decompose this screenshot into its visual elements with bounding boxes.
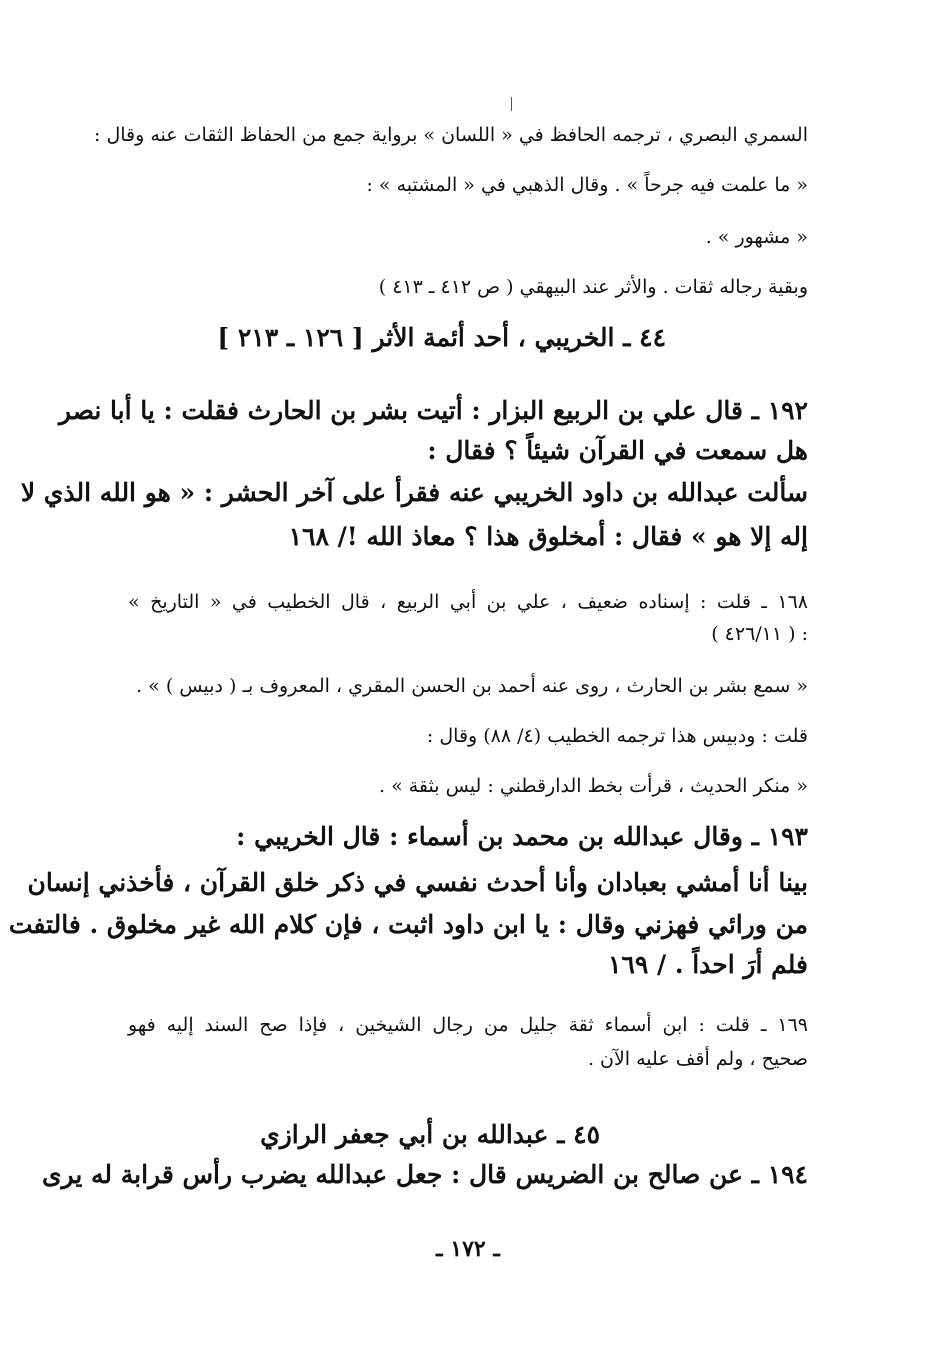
item-192-line-2: هل سمعت في القرآن شيئاً ؟ فقال : xyxy=(427,436,808,465)
note-168-line-5: « منكر الحديث ، قرأت بخط الدارقطني : ليس بثقة » . xyxy=(378,775,808,797)
scan-speck xyxy=(511,97,512,111)
item-193-line-2: بينا أنا أمشي بعبادان وأنا أحدث نفسي في ذكر خلق القرآن ، فأخذني إنسان xyxy=(27,868,808,897)
note-168-line-2: ( ٤٢٦/١١ ) : xyxy=(711,623,808,645)
prev-line-4: وبقية رجاله ثقات . والأثر عند البيهقي ( ص ٤١٢ ـ ٤١٣ ) xyxy=(378,276,808,298)
item-192-line-3: سألت عبدالله بن داود الخريبي عنه فقرأ على آخر الحشر : « هو الله الذي لا xyxy=(20,478,808,507)
prev-line-2: « ما علمت فيه جرحاً » . وقال الذهبي في « المشتبه » : xyxy=(366,174,808,196)
note-168-line-3: « سمع بشر بن الحارث ، روى عنه أحمد بن الحسن المقري ، المعروف بـ ( دبيس ) » . xyxy=(136,675,808,697)
section-heading-45: ٤٥ ـ عبدالله بن أبي جعفر الرازي xyxy=(260,1120,600,1149)
item-193-line-4: فلم أرَ احداً . / ١٦٩ xyxy=(607,950,808,979)
section-heading-44: ٤٤ ـ الخريبي ، أحد أئمة الأثر [ ١٢٦ ـ ٢١٣ ] xyxy=(217,323,666,352)
note-168-line-4: قلت : ودبيس هذا ترجمه الخطيب (٤/ ٨٨) وقال : xyxy=(426,725,808,747)
note-168-line-1: ١٦٨ ـ قلت : إسناده ضعيف ، علي بن أبي الربيع ، قال الخطيب في « التاريخ » xyxy=(128,591,808,613)
item-193-line-1: ١٩٣ ـ وقال عبدالله بن محمد بن أسماء : قال الخريبي : xyxy=(236,822,808,851)
prev-line-3: « مشهور » . xyxy=(705,226,808,248)
page-number: ـ ١٧٢ ـ xyxy=(436,1236,500,1262)
note-169-line-1: ١٦٩ ـ قلت : ابن أسماء ثقة جليل من رجال الشيخين ، فإذا صح السند إليه فهو xyxy=(128,1014,808,1036)
prev-line-1: السمري البصري ، ترجمه الحافظ في « اللسان » برواية جمع من الحفاظ الثقات عنه وقال : xyxy=(94,124,808,146)
item-192-line-1: ١٩٢ ـ قال علي بن الربيع البزار : أتيت بشر بن الحارث فقلت : يا أبا نصر xyxy=(58,396,808,425)
note-169-line-2: صحيح ، ولم أقف عليه الآن . xyxy=(587,1048,808,1070)
item-194-line-1: ١٩٤ ـ عن صالح بن الضريس قال : جعل عبدالله يضرب رأس قرابة له يرى xyxy=(41,1160,808,1189)
item-192-line-4: إله إلا هو » فقال : أمخلوق هذا ؟ معاذ الله !/ ١٦٨ xyxy=(288,522,808,551)
item-193-line-3: من ورائي فهزني وقال : يا ابن داود اثبت ، فإن كلام الله غير مخلوق . فالتفت xyxy=(8,910,808,939)
